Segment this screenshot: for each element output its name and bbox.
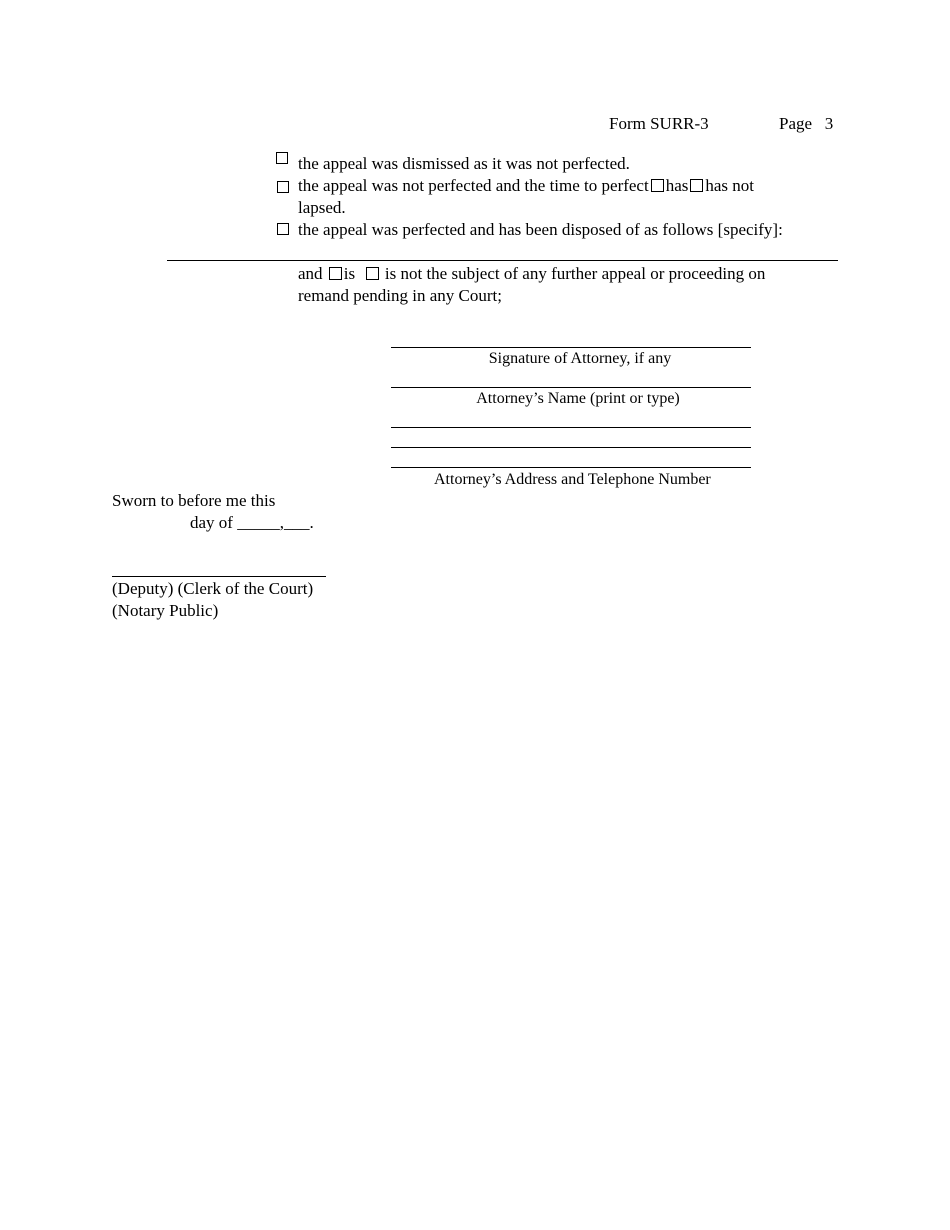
attorney-name-label: Attorney’s Name (print or type): [476, 390, 680, 407]
option-appeal-perfected: the appeal was perfected and has been disposed of as follows [specify]:: [298, 220, 783, 239]
signature-label: Signature of Attorney, if any: [488, 350, 672, 367]
has-not-label: has not: [705, 176, 755, 195]
notary-label: (Notary Public): [112, 601, 219, 620]
and-label: and: [298, 264, 323, 283]
checkbox-is[interactable]: [329, 267, 342, 280]
lapsed-text: lapsed.: [298, 198, 346, 217]
option-appeal-dismissed: the appeal was dismissed as it was not perfected.: [298, 154, 630, 173]
form-id: Form SURR-3: [609, 114, 709, 133]
page-label: Page: [779, 114, 813, 133]
address-line-3[interactable]: [391, 467, 751, 468]
attorney-name-line[interactable]: [391, 387, 751, 388]
address-line-1[interactable]: [391, 427, 751, 428]
specify-line[interactable]: [167, 260, 838, 261]
is-label: is: [343, 264, 356, 283]
clerk-signature-line[interactable]: [112, 576, 326, 577]
sworn-text: Sworn to before me this: [112, 491, 276, 510]
checkbox-appeal-perfected[interactable]: [277, 223, 289, 235]
address-line-2[interactable]: [391, 447, 751, 448]
not-perfected-text: the appeal was not perfected and the time to perfect: [298, 176, 649, 195]
signature-line[interactable]: [391, 347, 751, 348]
checkbox-time-has[interactable]: [651, 179, 664, 192]
checkbox-time-has-not[interactable]: [690, 179, 703, 192]
checkbox-is-not[interactable]: [366, 267, 379, 280]
deputy-clerk-label: (Deputy) (Clerk of the Court): [112, 579, 314, 598]
option-appeal-not-perfected: [298, 175, 754, 197]
day-of-text: day of _____,___.: [190, 513, 314, 532]
page-number: 3: [824, 114, 834, 133]
checkbox-appeal-dismissed[interactable]: [276, 152, 288, 164]
further-appeal-line2: remand pending in any Court;: [298, 286, 502, 305]
page-indicator: [779, 113, 833, 135]
checkbox-appeal-not-perfected[interactable]: [277, 181, 289, 193]
address-label: Attorney’s Address and Telephone Number: [434, 471, 711, 488]
has-label: has: [665, 176, 689, 195]
further-appeal-line1: [298, 263, 765, 285]
is-not-text: is not the subject of any further appeal or proceeding on: [384, 264, 766, 283]
